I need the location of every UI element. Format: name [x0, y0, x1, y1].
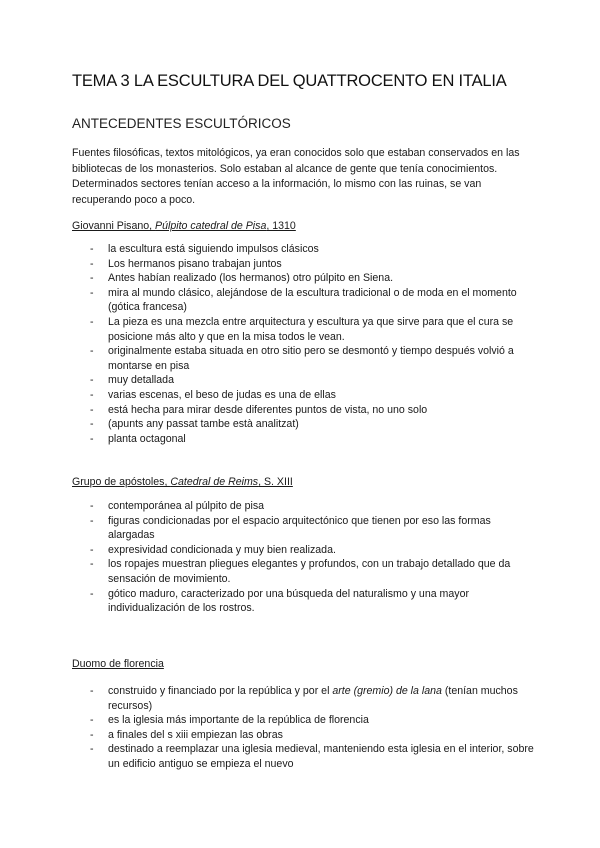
list-item: - es la iglesia más importante de la república de florencia: [90, 713, 535, 728]
heading-text: Duomo de florencia: [72, 658, 164, 670]
intro-paragraph: Fuentes filosóficas, textos mitológicos, ya eran conocidos solo que estaban conservados en las bibliotecas de los monasterios. Solo estaban al alcance de gente que tenía conocimientos. Determinados sectores tenían acceso a la información, lo mismo con las ruinas, se van recuperando poco a poco.: [72, 147, 520, 206]
list-item: - La pieza es una mezcla entre arquitectura y escultura ya que sirve para que el cura se posicione más alto y que en la misa todos le vean.: [90, 315, 535, 344]
heading-text: Grupo de apóstoles,: [72, 476, 171, 488]
pisano-bullet-list: [90, 242, 535, 446]
list-item: - varias escenas, el beso de judas es una de ellas: [90, 388, 535, 403]
list-item: - planta octagonal: [90, 432, 535, 447]
reims-bullet-list: [90, 499, 535, 616]
list-item: - contemporánea al púlpito de pisa: [90, 499, 535, 514]
list-item: [90, 684, 535, 713]
list-item: - Los hermanos pisano trabajan juntos: [90, 257, 535, 272]
page-title: TEMA 3 LA ESCULTURA DEL QUATTROCENTO EN ITALIA: [72, 72, 507, 90]
section-heading-pisano: [72, 219, 296, 233]
heading-tail-text: , 1310: [266, 220, 296, 232]
list-item: - muy detallada: [90, 373, 535, 388]
item-text: construido y financiado por la república y por el: [108, 685, 333, 697]
list-item: - expresividad condicionada y muy bien realizada.: [90, 543, 535, 558]
item-text-tail: (tenían muchos recursos): [108, 685, 518, 712]
heading-italic-text: Púlpito catedral de Pisa: [155, 220, 267, 232]
duomo-bullet-list: [90, 684, 535, 772]
section-heading-reims: [72, 475, 293, 489]
heading-tail-text: , S. XIII: [258, 476, 293, 488]
list-item: - Antes habían realizado (los hermanos) otro púlpito en Siena.: [90, 271, 535, 286]
list-item: - figuras condicionadas por el espacio arquitectónico que tienen por eso las formas alargadas: [90, 514, 535, 543]
heading-text: Giovanni Pisano,: [72, 220, 156, 232]
section-heading-duomo: [72, 657, 164, 671]
list-item: - mira al mundo clásico, alejándose de la escultura tradicional o de moda en el momento (gótica francesa): [90, 286, 535, 315]
section-subtitle: ANTECEDENTES ESCULTÓRICOS: [72, 116, 291, 131]
heading-italic-text: Catedral de Reims: [170, 476, 259, 488]
item-italic-text: arte (gremio) de la lana: [332, 685, 442, 697]
list-item: - (apunts any passat tambe està analitzat): [90, 417, 535, 432]
list-item: - gótico maduro, caracterizado por una búsqueda del naturalismo y una mayor individualización de los rostros.: [90, 587, 535, 616]
list-item: - destinado a reemplazar una iglesia medieval, manteniendo esta iglesia en el interior, sobre un edificio antiguo se empieza el nuevo: [90, 742, 535, 771]
list-item: - los ropajes muestran pliegues elegantes y profundos, con un trabajo detallado que da sensación de movimiento.: [90, 557, 535, 586]
list-item: - originalmente estaba situada en otro sitio pero se desmontó y tiempo después volvió a montarse en pisa: [90, 344, 535, 373]
list-item: - a finales del s xiii empiezan las obras: [90, 728, 535, 743]
list-item: - está hecha para mirar desde diferentes puntos de vista, no uno solo: [90, 403, 535, 418]
list-item: - la escultura está siguiendo impulsos clásicos: [90, 242, 535, 257]
